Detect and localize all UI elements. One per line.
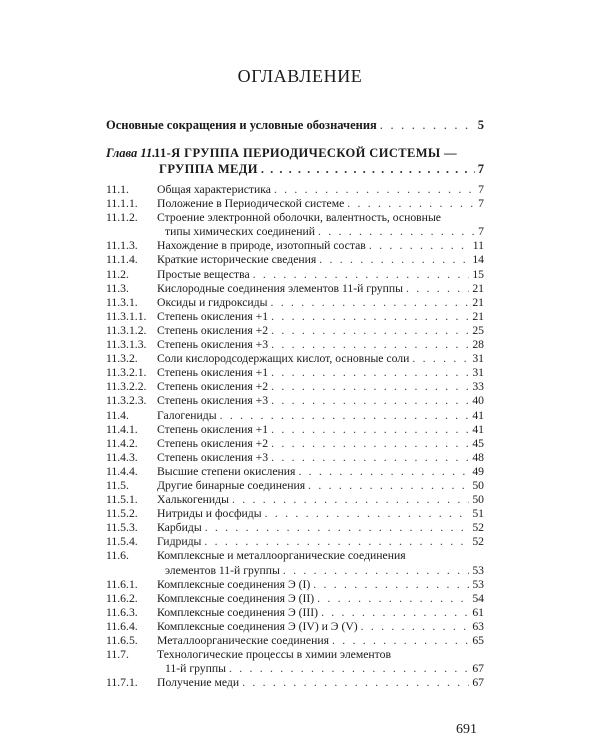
toc-entry-number: 11.3.1.1.	[106, 309, 147, 323]
toc-entry-page: 49	[472, 464, 484, 478]
toc-entry-title: Простые вещества	[157, 267, 250, 281]
dot-leader	[271, 394, 469, 408]
toc-entry[interactable]	[106, 338, 484, 352]
dot-leader	[242, 676, 469, 690]
toc-entry-number: 11.1.3.	[106, 239, 138, 253]
dot-leader	[274, 183, 475, 197]
toc-entry-number: 11.5.2.	[106, 507, 138, 521]
toc-entry-page: 45	[472, 436, 484, 450]
toc-entry-number: 11.7.	[106, 648, 129, 662]
toc-entry[interactable]	[106, 296, 484, 310]
dot-leader	[271, 310, 469, 324]
toc-entry-title: Строение электронной оболочки, валентность, основные	[157, 211, 441, 225]
toc-entry-title: Общая характеристика	[157, 183, 271, 196]
dot-leader	[270, 296, 469, 310]
toc-entry-number: 11.4.	[106, 408, 129, 422]
dot-leader	[369, 239, 470, 253]
page-number: 691	[456, 722, 477, 737]
toc-entry-number: 11.3.2.	[106, 352, 138, 366]
toc-entry-page: 15	[472, 267, 484, 281]
toc-entry[interactable]	[106, 620, 484, 634]
toc-entry-number: 11.6.1.	[106, 577, 138, 591]
toc-entry-page: 21	[472, 281, 484, 295]
toc-entry-number: 11.7.1.	[106, 676, 138, 690]
toc-entry-title: Нахождение в природе, изотопный состав	[157, 239, 366, 253]
dot-leader	[271, 338, 469, 352]
chapter-label: Глава 11.	[106, 146, 156, 160]
dot-leader	[380, 118, 475, 133]
dot-leader	[283, 564, 469, 578]
toc-entry[interactable]	[106, 493, 484, 507]
toc-entry-page: 50	[472, 478, 484, 492]
dot-leader	[319, 253, 469, 267]
dot-leader	[271, 324, 469, 338]
toc-entry-page: 11	[472, 239, 484, 253]
toc-entry[interactable]	[106, 380, 484, 394]
dot-leader	[347, 197, 475, 211]
chapter-page: 7	[477, 162, 484, 176]
dot-leader	[205, 521, 470, 535]
toc-entry-number: 11.2.	[106, 267, 129, 281]
toc-entry[interactable]	[106, 423, 484, 437]
toc-entry-number: 11.4.4.	[106, 464, 138, 478]
toc-entry-title: Соли кислородсодержащих кислот, основные соли	[157, 352, 410, 366]
toc-entry[interactable]	[106, 549, 484, 577]
toc-entry[interactable]	[106, 606, 484, 620]
toc-entry[interactable]	[106, 648, 484, 676]
toc-entry-title: Получение меди	[157, 676, 240, 690]
toc-entry-number: 11.1.4.	[106, 253, 138, 267]
toc-entry-number: 11.6.	[106, 549, 129, 563]
toc-entry[interactable]	[106, 324, 484, 338]
toc-entry-page: 28	[472, 338, 484, 352]
dot-leader	[232, 493, 469, 507]
toc-entry[interactable]	[106, 465, 484, 479]
toc-entry-number: 11.6.3.	[106, 605, 138, 619]
toc-entry[interactable]	[106, 592, 484, 606]
toc-entry[interactable]	[106, 268, 484, 282]
toc-entry[interactable]	[106, 366, 484, 380]
dot-leader	[271, 451, 469, 465]
toc-entry[interactable]	[106, 211, 484, 239]
toc-entry-page: 25	[472, 323, 484, 337]
dot-leader	[321, 606, 469, 620]
toc-entry-title: Краткие исторические сведения	[157, 253, 317, 267]
toc-entry[interactable]	[106, 535, 484, 549]
toc-entry[interactable]	[106, 394, 484, 408]
dot-leader	[265, 507, 470, 521]
toc-entry-number: 11.1.	[106, 183, 129, 196]
toc-entry[interactable]	[106, 253, 484, 267]
chapter-heading[interactable]	[106, 146, 484, 177]
toc-entry-page: 67	[472, 676, 484, 690]
toc-entry[interactable]	[106, 197, 484, 211]
toc-entry-number: 11.6.5.	[106, 634, 138, 647]
toc-entry-number: 11.3.2.2.	[106, 380, 147, 394]
toc-entry-page: 54	[472, 591, 484, 605]
toc-entry-title: Комплексные соединения Э (III)	[157, 605, 319, 619]
toc-entry-page: 40	[472, 394, 484, 408]
toc-entry-number: 11.3.	[106, 281, 129, 295]
toc-entry-title: Высшие степени окисления	[157, 464, 296, 478]
dot-leader	[313, 578, 469, 592]
dot-leader	[261, 162, 475, 177]
toc-entry-title-cont: типы химических соединений	[165, 225, 315, 239]
toc-entry-page: 52	[472, 521, 484, 535]
dot-leader	[271, 380, 469, 394]
toc-entry-title: Степень окисления +1	[157, 366, 269, 380]
toc-entry-title: Технологические процессы в химии элементов	[157, 648, 391, 662]
toc-entry-page: 7	[478, 197, 484, 211]
toc-entry[interactable]	[106, 479, 484, 493]
dot-leader	[271, 366, 469, 380]
toc-entry-number: 11.3.1.2.	[106, 323, 147, 337]
toc-entry[interactable]	[106, 310, 484, 324]
toc-entry-title-cont: 11-й группы	[165, 662, 227, 676]
toc-entry-page: 52	[472, 535, 484, 549]
toc-entry[interactable]	[106, 676, 484, 690]
toc-list	[106, 183, 484, 690]
toc-entry-number: 11.6.4.	[106, 619, 138, 633]
dot-leader	[271, 437, 469, 451]
toc-entry-page: 48	[472, 450, 484, 464]
toc-entry-number: 11.3.1.	[106, 295, 138, 309]
toc-entry-title: Степень окисления +3	[157, 394, 269, 408]
toc-entry[interactable]	[106, 634, 484, 648]
dot-leader	[204, 535, 469, 549]
toc-entry[interactable]	[106, 183, 484, 197]
toc-entry-title-cont: элементов 11-й группы	[165, 563, 280, 577]
abbreviations-entry[interactable]	[106, 118, 484, 133]
toc-entry-title: Нитриды и фосфиды	[157, 507, 262, 521]
toc-entry[interactable]	[106, 578, 484, 592]
dot-leader	[318, 225, 475, 239]
toc-entry-number: 11.5.3.	[106, 521, 138, 535]
toc-entry-title: Другие бинарные соединения	[157, 478, 306, 492]
toc-entry-title: Комплексные соединения Э (I)	[157, 577, 311, 591]
toc-entry[interactable]	[106, 451, 484, 465]
toc-entry-title: Степень окисления +1	[157, 422, 269, 436]
toc-entry-page: 21	[472, 295, 484, 309]
dot-leader	[229, 662, 469, 676]
toc-entry-number: 11.3.2.1.	[106, 366, 147, 380]
dot-leader	[317, 592, 469, 606]
toc-entry-number: 11.6.2.	[106, 591, 138, 605]
toc-entry-number: 11.5.1.	[106, 493, 138, 507]
toc-entry-number: 11.5.	[106, 478, 129, 492]
toc-entry[interactable]	[106, 409, 484, 423]
toc-entry[interactable]	[106, 352, 484, 366]
toc-entry[interactable]	[106, 521, 484, 535]
toc-entry-number: 11.3.2.3.	[106, 394, 147, 408]
toc-entry-page: 41	[472, 408, 484, 422]
toc-entry-page: 7	[478, 183, 484, 196]
dot-leader	[220, 409, 470, 423]
abbreviations-page: 5	[477, 118, 484, 132]
toc-entry-page: 21	[472, 309, 484, 323]
toc-entry-page: 7	[478, 225, 484, 239]
toc-entry-title: Комплексные и металлоорганические соединения	[157, 549, 406, 563]
dot-leader	[361, 620, 470, 634]
toc-entry-title: Положение в Периодической системе	[157, 197, 345, 211]
toc-entry-title: Степень окисления +2	[157, 323, 269, 337]
toc-entry-page: 14	[472, 253, 484, 267]
toc-entry[interactable]	[106, 437, 484, 451]
dot-leader	[253, 268, 470, 282]
page-title: ОГЛАВЛЕНИЕ	[237, 66, 363, 86]
toc-entry-title: Степень окисления +2	[157, 436, 269, 450]
toc-entry-title: Гидриды	[157, 535, 202, 549]
toc-entry-title: Халькогениды	[157, 493, 229, 507]
toc-entry-number: 11.1.2.	[106, 211, 138, 225]
toc-entry-page: 41	[472, 422, 484, 436]
dot-leader	[332, 634, 469, 648]
toc-entry[interactable]	[106, 282, 484, 296]
toc-entry-page: 33	[472, 380, 484, 394]
toc-entry-title: Степень окисления +3	[157, 450, 269, 464]
toc-entry-title: Галогениды	[157, 408, 217, 422]
toc-entry-number: 11.4.2.	[106, 436, 138, 450]
chapter-title-line2: ГРУППА МЕДИ	[159, 162, 258, 176]
toc-entry-page: 61	[472, 605, 484, 619]
toc-entry-title: Степень окисления +2	[157, 380, 269, 394]
dot-leader	[308, 479, 469, 493]
chapter-title-line1: 11-Я ГРУППА ПЕРИОДИЧЕСКОЙ СИСТЕМЫ —	[154, 146, 458, 160]
toc-entry-page: 31	[472, 366, 484, 380]
toc-entry-number: 11.1.1.	[106, 197, 138, 211]
toc-entry-page: 53	[472, 577, 484, 591]
dot-leader	[406, 282, 469, 296]
toc-entry-number: 11.5.4.	[106, 535, 138, 549]
toc-entry-page: 50	[472, 493, 484, 507]
toc-entry-title: Кислородные соединения элементов 11-й группы	[157, 281, 403, 295]
toc-entry-title: Степень окисления +1	[157, 309, 269, 323]
toc-entry-number: 11.3.1.3.	[106, 338, 147, 352]
toc-entry-title: Оксиды и гидроксиды	[157, 295, 268, 309]
dot-leader	[412, 352, 469, 366]
toc-entry[interactable]	[106, 507, 484, 521]
toc-entry[interactable]	[106, 239, 484, 253]
toc-entry-title: Комплексные соединения Э (IV) и Э (V)	[157, 619, 358, 633]
toc-entry-page: 67	[472, 662, 484, 676]
toc-entry-page: 65	[472, 634, 484, 647]
toc-entry-number: 11.4.3.	[106, 450, 138, 464]
toc-entry-title: Комплексные соединения Э (II)	[157, 591, 315, 605]
toc-entry-page: 51	[472, 507, 484, 521]
toc-entry-title: Карбиды	[157, 521, 202, 535]
toc-entry-number: 11.4.1.	[106, 422, 138, 436]
dot-leader	[271, 423, 469, 437]
dot-leader	[298, 465, 469, 479]
abbreviations-title: Основные сокращения и условные обозначения	[106, 118, 377, 132]
toc-entry-page: 31	[472, 352, 484, 366]
toc-entry-page: 53	[472, 563, 484, 577]
toc-entry-page: 63	[472, 619, 484, 633]
toc-entry-title: Металлоорганические соединения	[157, 634, 329, 647]
toc-entry-title: Степень окисления +3	[157, 338, 269, 352]
